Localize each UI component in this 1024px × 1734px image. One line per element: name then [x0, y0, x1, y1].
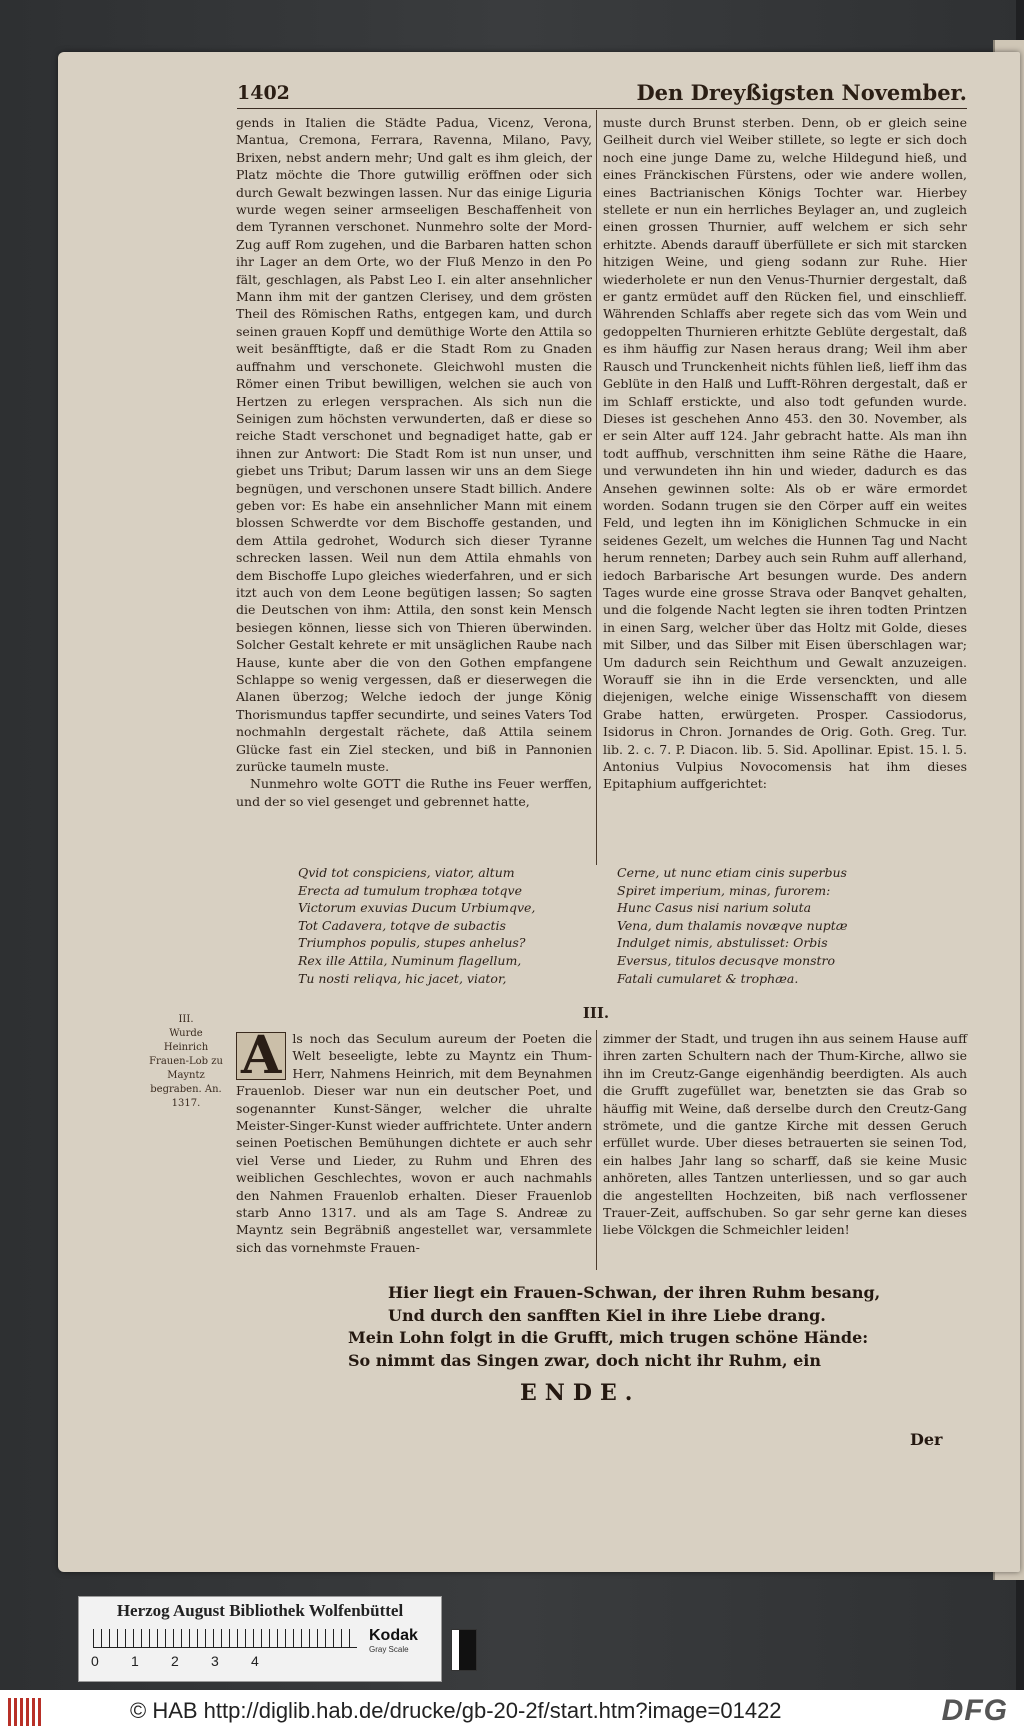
section-right-column — [603, 1030, 967, 1239]
left-paragraph-1: gends in Italien die Städte Padua, Vicenz, Verona, Mantua, Cremona, Ferrara, Ravenna, Milano, Pavy, Brixen, nebst andern mehr; Und galt es ihm gleich, der Platz möchte die Thore gutwillig eröffnen oder sich durch Gewalt bezwingen lassen. Nur das einige Liguria wurde wegen seiner armseeligen Beschaffenheit von dem Tyrannen verschonet. Nunmehro solte der Mord-Zug auff Rom zugehen, und die Barbaren hatten schon ihr Lager an dem Orte, wo der Fluß Menzo in den Po fält, geschlagen, als Pabst Leo I. ein alter ansehnlicher Mann ihm mit der gantzen Clerisey, und dem grösten Theil des Römischen Raths, entgegen kam, und durch seinen grauen Kopff und demüthige Worte den Attila so weit besänfftigte, daß er die Stadt Rom zu Gnaden auffnahm und verschonete. Gleichwohl musten die Römer einen Tribut bewilligen, welchen sie auch von Hertzen zu erlegen versprachen. Als sich nun die Seinigen zum höchsten verwunderten, daß er diese so reiche Stadt verschonet und begnadiget hatte, gab er ihnen zur Antwort: Die Stadt Rom ist nun unser, und giebet uns Tribut; Darum lassen wir uns an dem Siege begnügen, und verschonen unsere Stadt billich. Andere geben vor: Es habe ein ansehnlicher Mann mit einem blossen Schwerdte vor dem Bischoffe gestanden, und dem Attila gedrohet, Wodurch sich dieser Tyranne schrecken lassen. Weil nun dem Attila ehmahls von dem Bischoffe Lupo gleiches wiederfahren, und er sich itzt auch von dem Leone begütigen lassen; So sagten die Deutschen von ihm: Attila, den sonst kein Mensch besiegen können, liesse sich von Thieren überwinden. Solcher Gestalt kehrete er mit unsäglichen Raube nach Hause, kunte aber die von den Gothen empfangene Schlappe so wenig vergessen, daß er dieserwegen die Alanen überzog; Welche iedoch der junge König Thorismundus tapffer secundirte, und seines Vaters Tod nochmahln dergestalt rächete, daß Attila seinem Glücke fast ein Ziel stecken, und biß in Pannonien zurücke taumeln muste. — [236, 115, 592, 775]
gray-swatch — [451, 1629, 477, 1671]
epitaph-line: Indulget nimis, abstulisset: Orbis — [617, 935, 828, 951]
poem-line: Hier liegt ein Frauen-Schwan, der ihren Ruhm besang, — [388, 1283, 881, 1302]
epitaph-line: Fatali cumularet & trophæa. — [617, 970, 799, 986]
gray-scale-ruler — [93, 1629, 357, 1648]
margin-number: III. — [178, 1014, 194, 1025]
epitaph-line: Rex ille Attila, Numinum flagellum, — [298, 952, 522, 968]
page-header — [237, 82, 967, 109]
section-left-column — [236, 1025, 592, 1256]
hab-logo-icon — [8, 1698, 44, 1726]
left-paragraph-2: Nunmehro wolte GOTT die Ruthe ins Feuer werffen, und der so viel gesenget und gebrennet hatte, — [236, 776, 592, 809]
source-link[interactable]: © HAB http://diglib.hab.de/drucke/gb-20-2f/start.htm?image=01422 — [130, 1698, 782, 1723]
scale-number: 2 — [171, 1653, 179, 1669]
dfg-logo: DFG — [941, 1694, 1008, 1727]
running-title: Den Dreyßigsten November. — [636, 80, 967, 105]
margin-note — [146, 1013, 226, 1111]
right-paragraph-1: muste durch Brunst sterben. Denn, ob er gleich seine Geilheit durch viel Weiber stillete, so legte er sich doch noch eine junge Dame zu, welche Hildegund hieß, und eines Fränckischen Fürstens, oder wie andere wollen, eines Bactrianischen Königs Tochter war. Hierbey stellete er nun ein herrliches Beylager an, und zugleich einen grossen Thurnier, auff welchem er sich sehr erhitzte. Abends darauff überfüllete er sich mit starcken hitzigen Weine, und gieng sodann zur Ruhe. Hier wiederholete er nun den Venus-Thurnier dergestalt, daß er gantz ermüdet auff den Rücken fiel, und einschlieff. Währenden Schlaffs aber regete sich das vom Wein und gedoppelten Thurnieren erhitzte Geblüte dergestalt, daß es ihm häuffig zur Nasen heraus drang; Weil ihm aber Rausch und Trunckenheit nichts fühlen ließ, lieff ihm das Geblüte in den Halß und Lufft-Röhren dergestalt, daß er im Schlaff erstickte, und also todt gefunden wurde. Dieses ist geschehen Anno 453. den 30. November, als er sein Alter auff 124. Jahr gebracht hatte. Als man ihn todt auffhub, verschnitten ihm seine Räthe die Haare, und verwundeten ihn hin und wieder, dadurch es das Ansehen gewinnen solte: Als ob er wäre ermordet worden. Sodann trugen sie den Cörper auff ein weites Feld, und legten ihn im Königlichen Schmucke in ein seidenes Gezelt, um welches die Hunnen Tag und Nacht herum renneten; Darbey auch sein Ruhm auff allerhand, iedoch Barbarische Art besungen wurde. Des andern Tages wurde eine grosse Strava oder Banqvet gehalten, und die folgende Nacht legten sie ihren todten Printzen in einen Sarg, welcher über das Holtz mit Golde, dieses mit Silber, und das Silber mit Eisen überschlagen war; Um dadurch sein Reichthum und Gewalt anzuzeigen. Worauff sie ihn in die Erde versenckten, und alle diejenigen, welche einige Wissenschafft von diesem Grabe hatten, erwürgeten. Prosper. Cassiodorus, Isidorus in Chron. Jornandes de Orig. Goth. Greg. Tur. lib. 2. c. 7. P. Diacon. lib. 5. Sid. Apollinar. Epist. 15. l. 5. Antonius Vulpius Novocomensis hat ihm dieses Epitaphium auffgerichtet: — [603, 115, 967, 792]
epitaph-line: Spiret imperium, minas, furorem: — [617, 882, 831, 898]
column-divider — [596, 110, 597, 865]
epitaph-line: Tu nosti reliqva, hic jacet, viator, — [298, 970, 507, 986]
scale-number: 1 — [131, 1653, 139, 1669]
poem-line: Mein Lohn folgt in die Grufft, mich trugen schöne Hände: — [348, 1328, 869, 1347]
epitaph-line: Victorum exuvias Ducum Urbiumqve, — [298, 900, 536, 916]
epitaph-left — [298, 864, 588, 987]
epitaph-line: Qvid tot conspiciens, viator, altum — [298, 865, 515, 880]
right-column — [603, 114, 967, 793]
kodak-sub-label: Gray Scale — [369, 1645, 409, 1654]
epitaph-line: Vena, dum thalamis novæqve nuptæ — [617, 917, 848, 933]
scale-number: 3 — [211, 1653, 219, 1669]
scale-number: 0 — [91, 1653, 99, 1669]
section-left-text: ls noch das Seculum aureum der Poeten die Welt beseeligte, lebte zu Mayntz ein Thum-Herr, Nahmens Heinrich, mit dem Beynahmen Frauenlob. Dieser war nun ein deutscher Poet, und sogenannter Kunst-Sänger, welcher die uhralte Meister-Singer-Kunst wieder auffrichtete. Unter andern seinen Poetischen Bemühungen dichtete er auch sehr viel Verse und Lieder, zu Ruhm und Ehren des weiblichen Geschlechtes, wovon er auch nachmahls den Nahmen Frauenlob erhalten. Dieser Frauenlob starb Anno 1317. und als am Tage S. Andreæ zu Mayntz sein Begräbniß angestellet war, versammlete sich das vornehmste Frauen- — [236, 1031, 592, 1255]
section-right-text: zimmer der Stadt, und trugen ihn aus seinem Hause auff ihren zarten Schultern nach der Thum-Kirche, allwo sie ihn im Creutz-Gange eigenhändig beerdigten. Als auch die Grufft zugefüllet war, benetzten sie das Grab so häuffig mit Weine, daß derselbe durch den Creutz-Gang strömete, und die gantze Kirche mit dessen Geruch erfüllet wurde. Uber dieses betrauerten sie seinen Tod, ein halbes Jahr lang so scharff, daß sie keine Music anhöreten, alles Tantzen unterliessen, und so gar auch die angestellten Hochzeiten, biß nach verflossener Trauer-Zeit, auffschuben. So gar sehr gerne kan dieses liebe Völckgen die Schmeichler leiden! — [603, 1031, 967, 1238]
catchword: Der — [910, 1430, 943, 1449]
epitaph-line: Eversus, titulos decusqve monstro — [617, 952, 836, 968]
poem-line: Und durch den sanfften Kiel in ihre Liebe drang. — [388, 1305, 826, 1325]
epitaph-right — [617, 864, 917, 987]
epitaph-line: Erecta ad tumulum trophæa totqve — [298, 882, 523, 898]
closing-poem — [320, 1282, 880, 1372]
ende-mark: ENDE. — [520, 1380, 641, 1406]
epitaph-line: Tot Cadavera, totqve de subactis — [298, 917, 506, 933]
drop-cap: A — [236, 1032, 286, 1080]
section-heading: III. — [582, 1004, 610, 1022]
left-column — [236, 114, 592, 810]
kodak-label: Kodak — [369, 1627, 418, 1644]
page-number: 1402 — [237, 82, 290, 104]
section-column-divider — [596, 1030, 597, 1270]
footer-bar — [0, 1690, 1024, 1734]
margin-note-text: Wurde Heinrich Frauen-Lob zu Mayntz begraben. An. 1317. — [149, 1028, 223, 1109]
scale-number: 4 — [251, 1653, 259, 1669]
poem-line: So nimmt das Singen zwar, doch nicht ihr Ruhm, ein — [348, 1350, 822, 1370]
scale-numbers — [91, 1653, 361, 1669]
epitaph-line: Triumphos populis, stupes anhelus? — [298, 935, 526, 951]
epitaph-line: Cerne, ut nunc etiam cinis superbus — [617, 865, 847, 880]
kodak-label-box — [369, 1627, 431, 1673]
epitaph-line: Hunc Casus nisi narium soluta — [617, 900, 812, 916]
library-name: Herzog August Bibliothek Wolfenbüttel — [116, 1601, 404, 1620]
color-target-card — [78, 1596, 442, 1682]
